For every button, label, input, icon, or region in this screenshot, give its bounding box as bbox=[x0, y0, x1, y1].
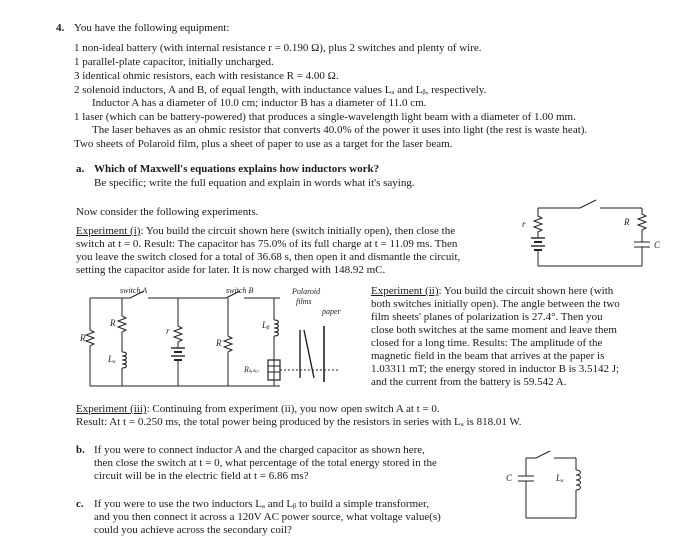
equipment-item: 1 laser (which can be battery-powered) that produces a single-wavelength light beam with a diameter of 1.00 mm. bbox=[74, 111, 576, 123]
experiment-1-line: Experiment (i): You build the circuit shown here (switch initially open), then close the bbox=[76, 225, 456, 237]
part-b-line: circuit will be in the electric field at t = 6.86 ms? bbox=[94, 470, 309, 482]
label-R-outer: R bbox=[80, 333, 86, 343]
part-a-question: Which of Maxwell's equations explains how inductors work? bbox=[94, 163, 380, 175]
equipment-item: 1 non-ideal battery (with internal resistance r = 0.190 Ω), plus 2 switches and plenty of wire. bbox=[74, 42, 482, 54]
part-b-line: If you were to connect inductor A and the charged capacitor as shown here, bbox=[94, 444, 425, 456]
experiment-1-line: you leave the switch closed for a total of 36.68 s, then open it and dismantle the circuit, bbox=[76, 251, 461, 263]
problem-intro: You have the following equipment: bbox=[74, 22, 230, 34]
label-LA-b: Lₐ bbox=[556, 473, 564, 483]
experiment-3-line: Result: At t = 0.250 ms, the total power being produced by the resistors in series with Lₐ is 818.01 W. bbox=[76, 416, 522, 428]
equipment-item: The laser behaves as an ohmic resistor that converts 40.0% of the power it uses into light (the rest is waste heat). bbox=[92, 124, 588, 136]
experiment-3-heading: Experiment (iii) bbox=[76, 403, 147, 415]
equipment-item: Two sheets of Polaroid film, plus a sheet of paper to use as a target for the laser beam. bbox=[74, 138, 453, 150]
label-polaroid: Polaroid bbox=[292, 287, 321, 296]
label-C: C bbox=[654, 240, 661, 250]
experiment-1-line: switch at t = 0. Result: The capacitor has 75.0% of its full charge at t = 11.09 ms. Then bbox=[76, 238, 458, 250]
experiment-2-line: closed for a long time. Results: The amplitude of the bbox=[371, 337, 603, 349]
label-r: r bbox=[522, 219, 526, 229]
label-films: films bbox=[296, 297, 312, 306]
equipment-item: 2 solenoid inductors, A and B, of equal length, with inductance values Lₐ and Lᵦ, respectively. bbox=[74, 84, 487, 96]
part-c-label: c. bbox=[76, 498, 84, 510]
label-R: R bbox=[624, 217, 630, 227]
part-b-label: b. bbox=[76, 444, 85, 456]
label-switch-a: switch A bbox=[120, 286, 148, 295]
circuit-diagram-part-b bbox=[496, 448, 606, 528]
part-a-instruction: Be specific; write the full equation and explain in words what it's saying. bbox=[94, 177, 415, 189]
equipment-item: 1 parallel-plate capacitor, initially uncharged. bbox=[74, 56, 274, 68]
part-b-line: then close the switch at t = 0, what percentage of the total energy stored in the bbox=[94, 457, 437, 469]
label-C-b: C bbox=[506, 473, 513, 483]
label-LB: Lᵦ bbox=[262, 320, 270, 330]
part-c-line: could you achieve across the secondary coil? bbox=[94, 524, 292, 536]
equipment-item: Inductor A has a diameter of 10.0 cm; inductor B has a diameter of 11.0 cm. bbox=[92, 97, 427, 109]
label-R-inner: R bbox=[110, 318, 116, 328]
label-switch-b: switch B bbox=[226, 286, 254, 295]
experiment-2-line: and the current from the battery is 59.542 A. bbox=[371, 376, 567, 388]
label-R-laser: Rₗₐₛₑᵣ bbox=[244, 365, 260, 374]
experiment-2-line: 1.03311 mT; the energy stored in inductor B is 3.5142 J; bbox=[371, 363, 620, 375]
experiment-2-line: Experiment (ii): You build the circuit shown here (with bbox=[371, 285, 614, 297]
experiment-2-line: both switches initially open). The angle between the two bbox=[371, 298, 620, 310]
label-R-middle: R bbox=[216, 338, 222, 348]
part-a-label: a. bbox=[76, 163, 85, 175]
experiment-1-heading: Experiment (i) bbox=[76, 225, 141, 237]
equipment-item: 3 identical ohmic resistors, each with resistance R = 4.00 Ω. bbox=[74, 70, 339, 82]
experiment-3-line: Experiment (iii): Continuing from experiment (ii), you now open switch A at t = 0. bbox=[76, 403, 440, 415]
label-r-battery: r bbox=[166, 326, 170, 336]
experiment-2-line: close both switches at the same moment and leave them bbox=[371, 324, 617, 336]
circuit-diagram-experiment-1 bbox=[520, 196, 670, 276]
label-LA: Lₐ bbox=[108, 354, 116, 364]
experiment-2-line: magnetic field in the beam that arrives at the paper is bbox=[371, 350, 605, 362]
consider-text: Now consider the following experiments. bbox=[76, 206, 259, 218]
experiment-2-line: film sheets' planes of polarization is 27.4°. Then you bbox=[371, 311, 603, 323]
experiment-2-heading: Experiment (ii) bbox=[371, 285, 439, 297]
part-c-line: and you then connect it across a 120V AC power source, what voltage value(s) bbox=[94, 511, 441, 523]
circuit-diagram-experiment-2 bbox=[78, 286, 368, 394]
experiment-1-line: setting the capacitor aside for later. It is now charged with 148.92 mC. bbox=[76, 264, 386, 276]
part-c-line: If you were to use the two inductors Lₐ and Lᵦ to build a simple transformer, bbox=[94, 498, 429, 510]
problem-number: 4. bbox=[56, 22, 65, 34]
label-paper: paper bbox=[322, 307, 341, 316]
